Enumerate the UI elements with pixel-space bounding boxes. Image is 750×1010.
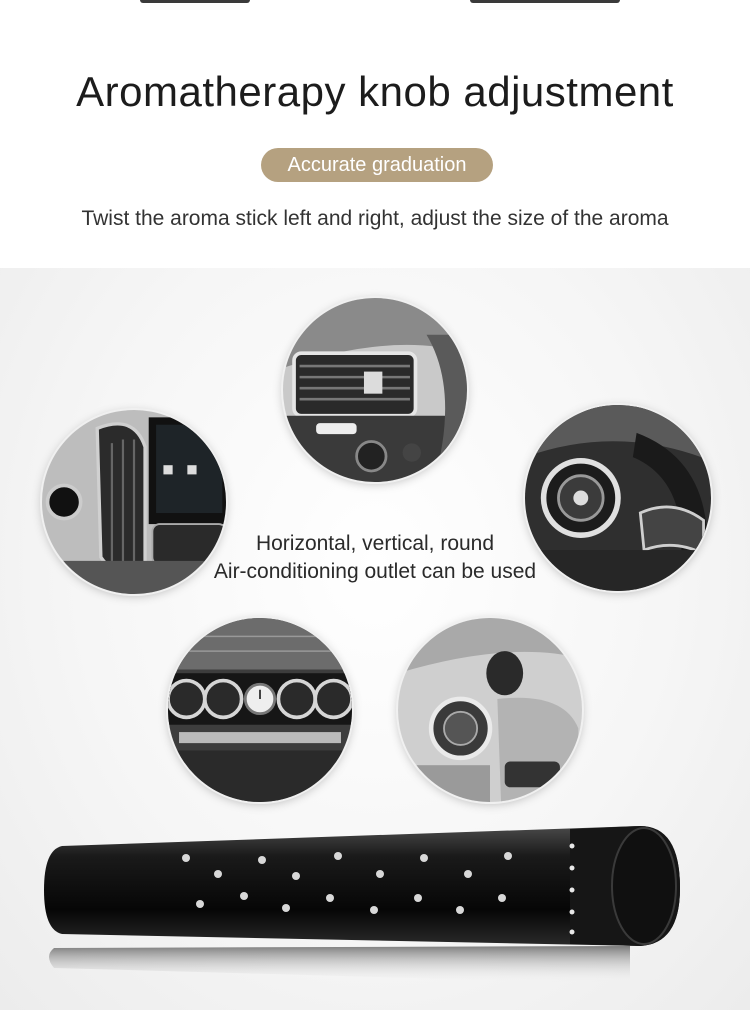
feature-badge: Accurate graduation <box>261 148 493 182</box>
compatibility-line-2: Air-conditioning outlet can be used <box>213 560 537 583</box>
top-decoration <box>0 0 750 6</box>
dashboard-vents-photo <box>168 618 352 802</box>
aroma-stick-image <box>40 818 690 1008</box>
compatibility-caption <box>190 530 560 586</box>
dashboard-vents-image <box>168 618 352 802</box>
round-vent-interior-image <box>398 618 582 802</box>
compatibility-line-1: Horizontal, vertical, round <box>255 532 495 555</box>
horizontal-vent-image <box>283 298 467 482</box>
page-subtitle: Twist the aroma stick left and right, adjust the size of the aroma <box>81 207 669 230</box>
horizontal-vent-photo <box>283 298 467 482</box>
page-title: Aromatherapy knob adjustment <box>76 68 674 115</box>
round-vent-interior-photo <box>398 618 582 802</box>
aroma-stick-product <box>40 818 690 1008</box>
